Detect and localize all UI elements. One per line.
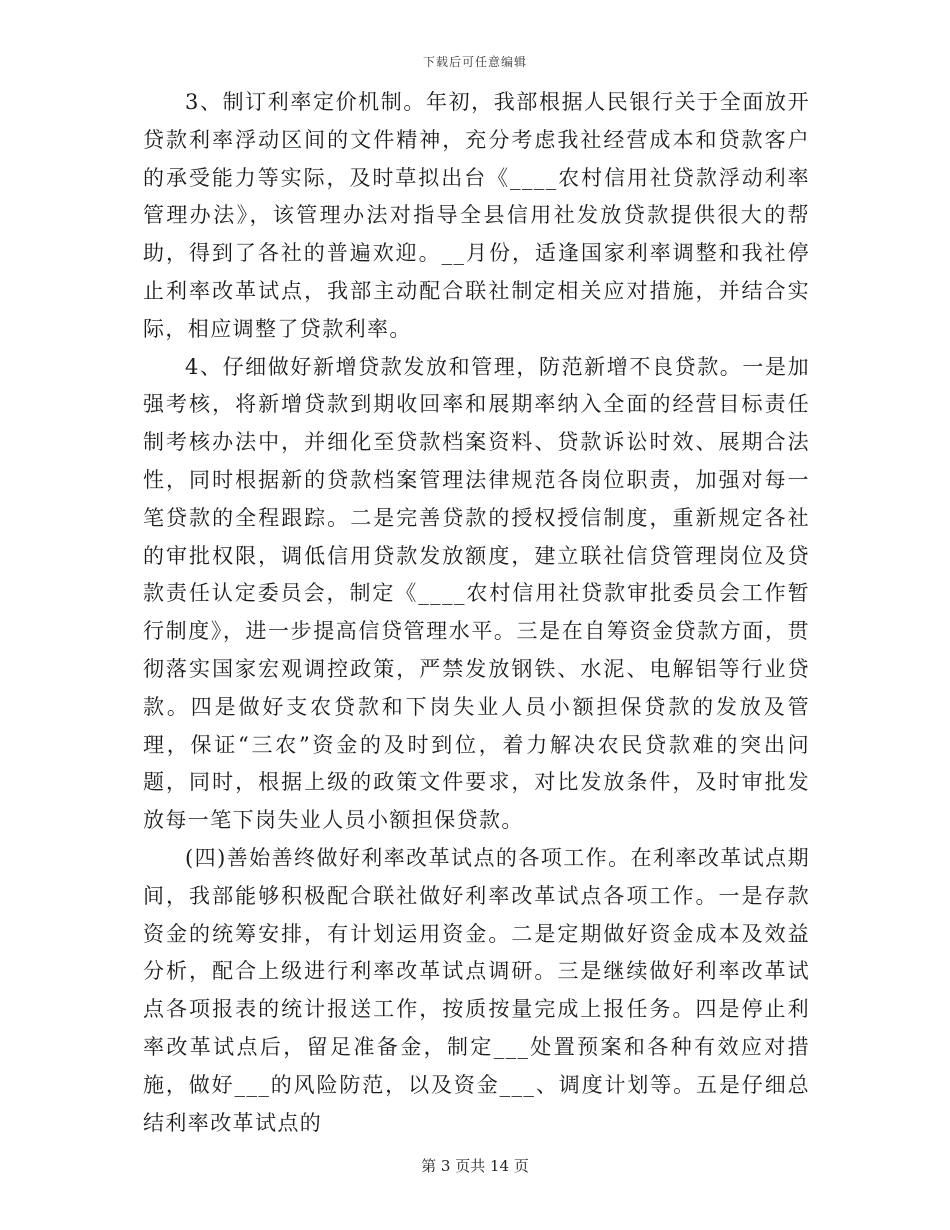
paragraph-rate-reform-pilot: (四)善始善终做好利率改革试点的各项工作。在利率改革试点期间，我部能够积极配合联社做好利率改革试点各项工作。一是存款资金的统筹安排，有计划运用资金。二是定期做好资金成本及效益分析，配合上级进行利率改革试点调研。三是继续做好利率改革试点各项报表的统计报送工作，按质按量完成上报任务。四是停止利率改革试点后，留足准备金，制定___处置预案和各种有效应对措施，做好___的风险防范，以及资金___、调度计划等。五是仔细总结利率改革试点的 — [143, 845, 810, 1135]
page-number-footer: 第 3 页共 14 页 — [421, 1157, 529, 1175]
paragraph-new-loan-management: 4、仔细做好新增贷款发放和管理，防范新增不良贷款。一是加强考核，将新增贷款到期收回率和展期率纳入全面的经营目标责任制考核办法中，并细化至贷款档案资料、贷款诉讼时效、展期合法性，同时根据新的贷款档案管理法律规范各岗位职责，加强对每一笔贷款的全程跟踪。二是完善贷款的授权授信制度，重新规定各社的审批权限，调低信用贷款发放额度，建立联社信贷管理岗位及贷款责任认定委员会，制定《____农村信用社贷款审批委员会工作暂行制度》，进一步提高信贷管理水平。三是在自筹资金贷款方面，贯彻落实国家宏观调控政策，严禁发放钢铁、水泥、电解铝等行业贷款。四是做好支农贷款和下岗失业人员小额担保贷款的发放及管理，保证“三农”资金的及时到位，着力解决农民贷款难的突出问题，同时，根据上级的政策文件要求，对比发放条件，及时审批发放每一笔下岗失业人员小额担保贷款。 — [143, 354, 810, 833]
document-body — [143, 84, 810, 1142]
page-header: 下载后可任意编辑 — [422, 55, 527, 69]
paragraph-interest-rate-pricing: 3、制订利率定价机制。年初，我部根据人民银行关于全面放开贷款利率浮动区间的文件精神，充分考虑我社经营成本和贷款客户的承受能力等实际，及时草拟出台《____农村信用社贷款浮动利率管理办法》，该管理办法对指导全县信用社发放贷款提供很大的帮助，得到了各社的普遍欢迎。__月份，适逢国家利率调整和我社停止利率改革试点，我部主动配合联社制定相关应对措施，并结合实际，相应调整了贷款利率。 — [143, 90, 810, 341]
